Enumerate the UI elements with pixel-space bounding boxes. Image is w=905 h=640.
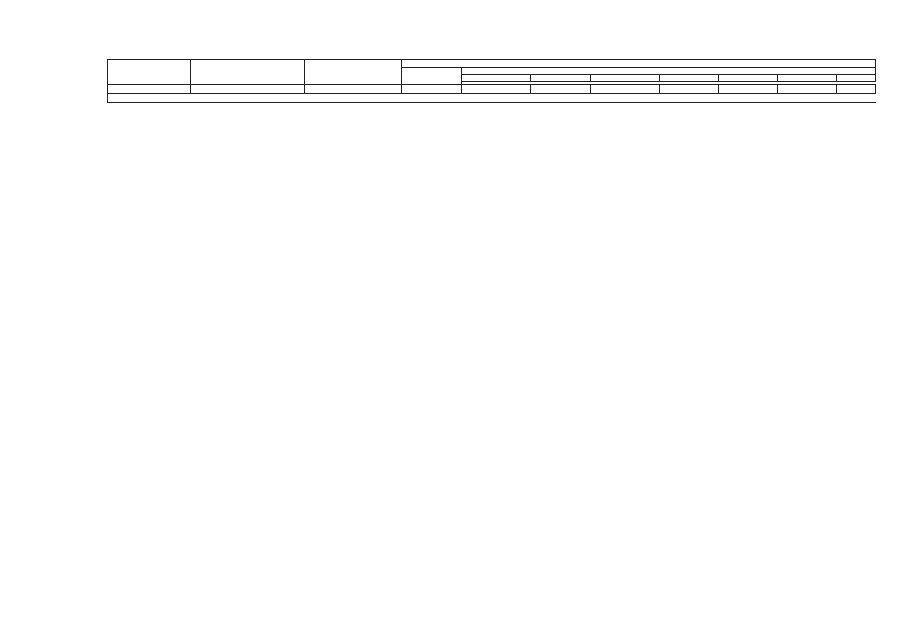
column-number (305, 85, 402, 94)
section-label-row-group (108, 94, 876, 103)
table-header (108, 60, 876, 94)
section-label (108, 94, 876, 103)
header-year (531, 75, 591, 82)
column-number (837, 85, 876, 94)
column-number (719, 85, 778, 94)
column-number (591, 85, 660, 94)
column-number (660, 85, 719, 94)
column-number (402, 85, 462, 94)
column-number (462, 85, 531, 94)
column-number (531, 85, 591, 94)
column-numbers-row (108, 85, 876, 94)
header-source (305, 60, 402, 85)
header-estimate (402, 60, 876, 68)
column-number (778, 85, 837, 94)
header-by-year (462, 68, 876, 75)
header-name (191, 60, 305, 85)
resource-table (107, 59, 876, 103)
header-total (402, 68, 462, 85)
column-number (108, 85, 191, 94)
header-status (108, 60, 191, 85)
header-year (837, 75, 876, 82)
header-year (660, 75, 719, 82)
header-year (591, 75, 660, 82)
header-year (719, 75, 778, 82)
column-number (191, 85, 305, 94)
header-year (462, 75, 531, 82)
header-year (778, 75, 837, 82)
